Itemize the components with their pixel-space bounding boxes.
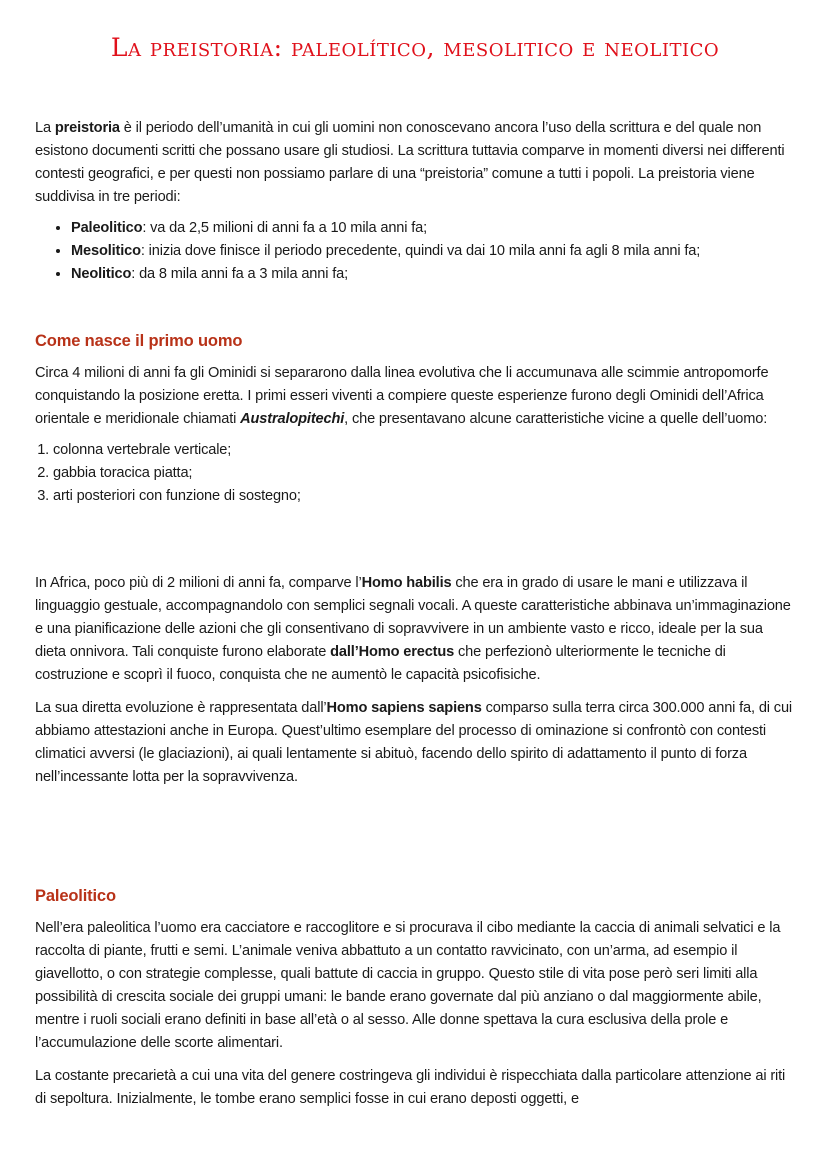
paragraph	[35, 697, 795, 789]
section-heading: Come nasce il primo uomo	[35, 332, 243, 350]
bold-text: dall’Homo erectus	[330, 644, 455, 660]
list-item	[53, 485, 795, 508]
list-item	[53, 439, 795, 462]
paragraph	[35, 1065, 795, 1111]
periods-list	[35, 217, 795, 286]
text-run: La	[35, 120, 55, 136]
intro-paragraph	[35, 117, 795, 209]
text-run: che era in grado di usare le mani e utilizzava il linguaggio gestuale, accompagnandolo con semplici segnali vocali. A queste caratteristiche abbinava un’immaginazione e una pianificazione delle azioni che gli consentivano di sopravvivere in un ambiente vasto e ricco, ideale per la sua dieta onnivora. Tali conquiste furono elaborate	[35, 575, 791, 660]
document-title: La preistoria: paleolítico, mesolitico e neolitico	[110, 33, 720, 62]
text-run: : va da 2,5 milioni di anni fa a 10 mila anni fa;	[142, 220, 428, 236]
text-run: gabbia toracica piatta;	[53, 465, 193, 481]
text-run: In Africa, poco più di 2 milioni di anni fa, comparve l’	[35, 575, 362, 591]
section-paleolitico	[35, 885, 795, 1111]
bold-text: Mesolitico	[71, 243, 141, 259]
text-run: , che presentavano alcune caratteristiche vicine a quelle dell’uomo:	[344, 411, 768, 427]
section-primo-uomo	[35, 330, 795, 508]
bold-text: Australopitechi	[240, 411, 345, 427]
text-run: La costante precarietà a cui una vita del genere costringeva gli individui è rispecchiata dalla particolare attenzione ai riti di sepoltura. Inizialmente, le tombe erano semplici fosse in cui erano deposti oggetti, e	[35, 1068, 786, 1107]
list-item	[71, 240, 795, 263]
text-run: La sua diretta evoluzione è rappresentata dall’	[35, 700, 327, 716]
text-run: : inizia dove finisce il periodo precedente, quindi va dai 10 mila anni fa agli 8 mila anni fa;	[140, 243, 701, 259]
intro-section	[35, 117, 795, 286]
section-heading: Paleolitico	[35, 887, 116, 905]
paragraph	[35, 917, 795, 1055]
text-run: che perfezionò ulteriormente le tecniche di costruzione e scoprì il fuoco, conquista che ne aumentò le capacità psicofisiche.	[35, 644, 726, 683]
paragraph	[35, 572, 795, 687]
list-item	[53, 462, 795, 485]
text-run: è il periodo dell’umanità in cui gli uomini non conoscevano ancora l’uso della scrittura e del quale non esistono documenti scritti che possano usare gli studiosi. La scrittura tuttavia comparve in momenti diversi nei differenti contesti geografici, e per questi non possiamo parlare di una “preistoria” comune a tutti i popoli. La preistoria viene suddivisa in tre periodi:	[35, 120, 785, 205]
bold-text: Homo sapiens sapiens	[326, 700, 482, 716]
bold-text: Paleolitico	[71, 220, 143, 236]
section-homo	[35, 572, 795, 789]
bold-text: Neolitico	[71, 266, 132, 282]
text-run: colonna vertebrale verticale;	[53, 442, 232, 458]
list-item	[71, 217, 795, 240]
text-run: arti posteriori con funzione di sostegno;	[53, 488, 301, 504]
paragraph	[35, 362, 795, 431]
bold-text: Homo habilis	[361, 575, 452, 591]
text-run: comparso sulla terra circa 300.000 anni fa, di cui abbiamo attestazioni anche in Europa. Quest’ultimo esemplare del processo di ominazione si confrontò con contesti climatici avversi (le glaciazioni), ai quali lentamente si abituò, facendo dello spirito di adattamento il punto di forza nell’incessante lotta per la sopravvivenza.	[35, 700, 793, 785]
bold-text: preistoria	[54, 120, 120, 136]
text-run: Nell’era paleolitica l’uomo era cacciatore e raccoglitore e si procurava il cibo mediante la caccia di animali selvatici e la raccolta di piante, frutti e semi. L’animale veniva abbattuto a un contatto ravvicinato, con un’arma, ad esempio il giavellotto, o con strategie complesse, quali battute di caccia in gruppo. Questo stile di vita pose però seri limiti alla possibilità di crescita sociale dei gruppi umani: le bande erano governate dal più anziano o dal maggiormente abile, mentre i ruoli sociali erano definiti in base all’età o al sesso. Alle donne spettava la cura esclusiva della prole e l’accumulazione delle scorte alimentari.	[35, 920, 781, 1051]
text-run: : da 8 mila anni fa a 3 mila anni fa;	[131, 266, 349, 282]
text-run: Circa 4 milioni di anni fa gli Ominidi si separarono dalla linea evolutiva che li accumunava alle scimmie antropomorfe conquistando la posizione eretta. I primi esseri viventi a compiere queste esperienze furono degli Ominidi dell’Africa orientale e meridionale chiamati	[35, 365, 769, 427]
features-list	[35, 439, 795, 508]
list-item	[71, 263, 795, 286]
